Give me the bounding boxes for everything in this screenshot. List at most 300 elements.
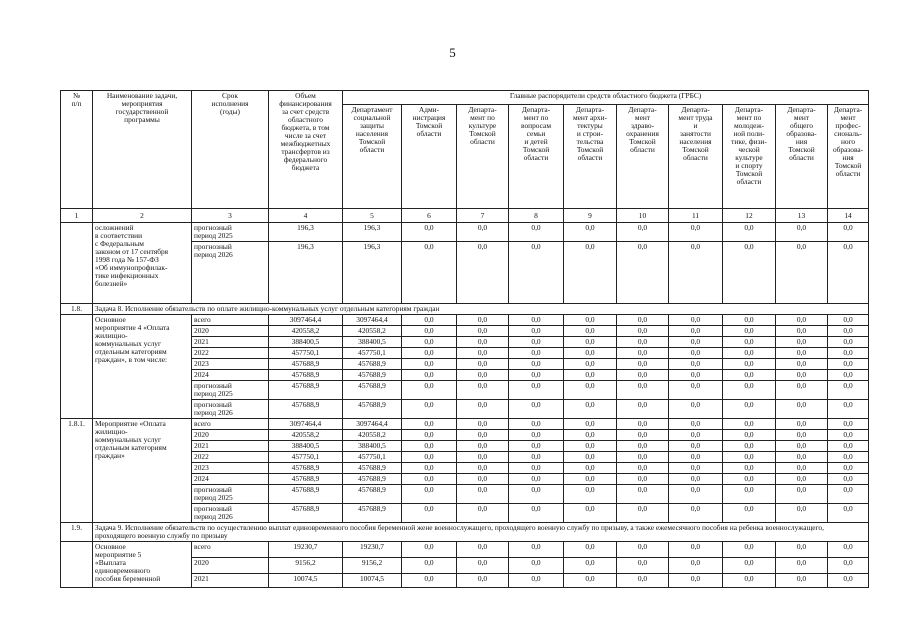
value-cell: 0,0 [402,574,457,588]
value-cell: 0,0 [509,474,564,485]
column-number: 6 [402,209,457,223]
value-cell: 457688,9 [343,485,402,504]
value-cell: 0,0 [509,430,564,441]
total-cell: 457688,9 [269,504,343,523]
value-cell: 0,0 [564,463,617,474]
value-cell: 0,0 [669,348,723,359]
item-name: Мероприятие «Оплата жилищно- коммунальных услуг отдельным категориям граждан» [93,419,192,523]
value-cell: 0,0 [669,223,723,242]
value-cell: 0,0 [564,348,617,359]
value-cell: 3097464,4 [343,315,402,326]
value-cell: 0,0 [776,348,828,359]
value-cell: 0,0 [776,542,828,558]
value-cell: 0,0 [402,452,457,463]
value-cell: 388400,5 [343,441,402,452]
value-cell: 0,0 [723,337,776,348]
value-cell: 0,0 [776,474,828,485]
value-cell: 0,0 [617,326,669,337]
total-cell: 457688,9 [269,463,343,474]
value-cell: 0,0 [617,400,669,419]
total-cell: 388400,5 [269,441,343,452]
item-name: Основное мероприятие 4 «Оплата жилищно- коммунальных услуг отдельным категориям граждан», в том числе: [93,315,192,419]
value-cell: 0,0 [564,242,617,304]
value-cell: 0,0 [723,430,776,441]
value-cell: 0,0 [509,359,564,370]
header-department: Адми- нистрация Томской области [402,105,457,209]
period-cell: 2021 [192,441,269,452]
value-cell: 0,0 [723,381,776,400]
value-cell: 0,0 [669,337,723,348]
value-cell: 0,0 [776,381,828,400]
value-cell: 0,0 [828,370,869,381]
period-cell: 2024 [192,474,269,485]
header-no: № п/п [61,91,93,209]
value-cell: 0,0 [669,558,723,574]
value-cell: 0,0 [669,504,723,523]
value-cell: 0,0 [457,430,509,441]
value-cell: 0,0 [617,370,669,381]
value-cell: 0,0 [776,223,828,242]
total-cell: 388400,5 [269,337,343,348]
value-cell: 0,0 [457,463,509,474]
value-cell: 0,0 [457,337,509,348]
value-cell: 0,0 [509,463,564,474]
value-cell: 0,0 [402,326,457,337]
value-cell: 0,0 [828,326,869,337]
column-number: 7 [457,209,509,223]
value-cell: 0,0 [776,430,828,441]
value-cell: 0,0 [402,370,457,381]
value-cell: 0,0 [457,504,509,523]
value-cell: 0,0 [828,381,869,400]
period-cell: 2020 [192,326,269,337]
value-cell: 0,0 [723,504,776,523]
value-cell: 457688,9 [343,463,402,474]
column-number: 8 [509,209,564,223]
header-grbs: Главные распорядители средств областного бюджета (ГРБС) [343,91,869,105]
value-cell: 0,0 [457,348,509,359]
value-cell: 196,3 [343,242,402,304]
value-cell: 457688,9 [343,474,402,485]
value-cell: 0,0 [828,359,869,370]
period-cell: прогнозный период 2026 [192,504,269,523]
period-cell: 2022 [192,452,269,463]
value-cell: 0,0 [723,315,776,326]
value-cell: 0,0 [776,400,828,419]
value-cell: 0,0 [402,430,457,441]
value-cell: 0,0 [776,337,828,348]
value-cell: 0,0 [457,441,509,452]
value-cell: 0,0 [669,474,723,485]
column-number: 14 [828,209,869,223]
column-number: 12 [723,209,776,223]
period-cell: 2024 [192,370,269,381]
value-cell: 0,0 [457,400,509,419]
column-number: 2 [93,209,192,223]
value-cell: 9156,2 [343,558,402,574]
value-cell: 0,0 [564,337,617,348]
total-cell: 457688,9 [269,474,343,485]
value-cell: 0,0 [509,441,564,452]
value-cell: 0,0 [509,574,564,588]
task-row [61,304,869,315]
value-cell: 0,0 [457,326,509,337]
value-cell: 0,0 [457,542,509,558]
value-cell: 0,0 [723,463,776,474]
item-number: 1.8.1. [61,419,93,523]
value-cell: 0,0 [509,419,564,430]
value-cell: 0,0 [617,315,669,326]
table-row [61,419,869,430]
period-cell: всего [192,542,269,558]
value-cell: 0,0 [509,315,564,326]
value-cell: 0,0 [402,381,457,400]
budget-table [60,90,869,588]
value-cell: 0,0 [828,315,869,326]
value-cell: 0,0 [776,574,828,588]
task-number: 1.9. [61,523,93,542]
value-cell: 0,0 [617,558,669,574]
column-number: 9 [564,209,617,223]
value-cell: 457750,1 [343,348,402,359]
value-cell: 0,0 [509,337,564,348]
header-department: Департа- мент по молодеж- ной поли- тике, физи- ческой культуре и спорту Томской области [723,105,776,209]
value-cell: 0,0 [564,574,617,588]
value-cell: 0,0 [402,348,457,359]
value-cell: 0,0 [669,452,723,463]
value-cell: 0,0 [776,452,828,463]
period-cell: 2023 [192,463,269,474]
value-cell: 0,0 [509,452,564,463]
value-cell: 0,0 [564,452,617,463]
value-cell: 0,0 [509,504,564,523]
period-cell: 2020 [192,558,269,574]
value-cell: 0,0 [564,315,617,326]
value-cell: 0,0 [617,419,669,430]
value-cell: 0,0 [723,326,776,337]
table-row [61,315,869,326]
column-number: 11 [669,209,723,223]
value-cell: 457750,1 [343,452,402,463]
header-department: Департа- мент по вопросам семьи и детей Томской области [509,105,564,209]
value-cell: 0,0 [457,558,509,574]
value-cell: 0,0 [617,359,669,370]
value-cell: 0,0 [723,400,776,419]
value-cell: 0,0 [617,574,669,588]
value-cell: 0,0 [828,452,869,463]
value-cell: 0,0 [564,223,617,242]
value-cell: 0,0 [617,430,669,441]
value-cell: 457688,9 [343,400,402,419]
value-cell: 0,0 [509,400,564,419]
total-cell: 457688,9 [269,381,343,400]
value-cell: 0,0 [564,504,617,523]
period-cell: всего [192,419,269,430]
value-cell: 388400,5 [343,337,402,348]
value-cell: 0,0 [402,359,457,370]
value-cell: 0,0 [723,441,776,452]
header-name: Наименование задачи, мероприятия государственной программы [93,91,192,209]
value-cell: 0,0 [457,452,509,463]
value-cell: 420558,2 [343,430,402,441]
value-cell: 0,0 [457,485,509,504]
value-cell: 0,0 [776,441,828,452]
total-cell: 457688,9 [269,485,343,504]
value-cell: 457688,9 [343,370,402,381]
header-department: Департа- мент общего образова- ния Томской области [776,105,828,209]
column-number: 1 [61,209,93,223]
value-cell: 0,0 [669,441,723,452]
value-cell: 0,0 [509,326,564,337]
value-cell: 0,0 [828,419,869,430]
item-number [61,542,93,588]
column-number: 4 [269,209,343,223]
value-cell: 0,0 [509,370,564,381]
value-cell: 0,0 [457,359,509,370]
table-row [61,223,869,242]
value-cell: 0,0 [669,574,723,588]
value-cell: 0,0 [509,223,564,242]
value-cell: 0,0 [509,485,564,504]
value-cell: 0,0 [828,223,869,242]
total-cell: 420558,2 [269,430,343,441]
value-cell: 0,0 [617,485,669,504]
value-cell: 0,0 [402,504,457,523]
value-cell: 0,0 [776,359,828,370]
value-cell: 0,0 [457,474,509,485]
value-cell: 0,0 [564,381,617,400]
column-number: 5 [343,209,402,223]
total-cell: 196,3 [269,242,343,304]
header-department: Департа- мент труда и занятости населения Томской области [669,105,723,209]
value-cell: 0,0 [564,474,617,485]
period-cell: 2022 [192,348,269,359]
value-cell: 0,0 [617,452,669,463]
value-cell: 0,0 [564,400,617,419]
total-cell: 420558,2 [269,326,343,337]
page-number: 5 [449,45,456,60]
value-cell: 0,0 [617,463,669,474]
value-cell: 0,0 [509,381,564,400]
item-name: Основное мероприятие 5 «Выплата единовременного пособия беременной [93,542,192,588]
value-cell: 0,0 [723,574,776,588]
value-cell: 0,0 [776,419,828,430]
total-cell: 457688,9 [269,359,343,370]
value-cell: 0,0 [828,504,869,523]
total-cell: 457688,9 [269,400,343,419]
value-cell: 0,0 [564,370,617,381]
period-cell: прогнозный период 2025 [192,381,269,400]
value-cell: 0,0 [828,485,869,504]
item-number [61,223,93,304]
value-cell: 0,0 [617,337,669,348]
value-cell: 0,0 [828,441,869,452]
value-cell: 0,0 [402,441,457,452]
value-cell: 0,0 [828,574,869,588]
value-cell: 0,0 [669,326,723,337]
value-cell: 0,0 [669,485,723,504]
value-cell: 0,0 [776,504,828,523]
value-cell: 0,0 [402,485,457,504]
task-number: 1.8. [61,304,93,315]
header-department: Департамент социальной защиты населения Томской области [343,105,402,209]
value-cell: 0,0 [564,359,617,370]
value-cell: 0,0 [669,381,723,400]
value-cell: 0,0 [564,441,617,452]
value-cell: 0,0 [828,400,869,419]
value-cell: 0,0 [402,315,457,326]
value-cell: 0,0 [723,348,776,359]
table-row [61,542,869,558]
total-cell: 19230,7 [269,542,343,558]
value-cell: 0,0 [723,542,776,558]
value-cell: 0,0 [564,485,617,504]
total-cell: 3097464,4 [269,419,343,430]
header-department: Департа- мент архи- тектуры и строи- тельства Томской области [564,105,617,209]
value-cell: 0,0 [723,485,776,504]
value-cell: 0,0 [723,558,776,574]
value-cell: 0,0 [509,558,564,574]
value-cell: 0,0 [402,400,457,419]
value-cell: 0,0 [669,315,723,326]
value-cell: 0,0 [617,474,669,485]
item-name: осложнений в соответствии с Федеральным законом от 17 сентября 1998 года № 157-ФЗ «Об иммунопрофилак- тике инфекционных болезней» [93,223,192,304]
value-cell: 0,0 [564,430,617,441]
value-cell: 0,0 [669,359,723,370]
header-department: Департа- мент здраво- охранения Томской области [617,105,669,209]
value-cell: 0,0 [776,315,828,326]
value-cell: 0,0 [723,452,776,463]
value-cell: 0,0 [828,242,869,304]
column-number: 10 [617,209,669,223]
value-cell: 0,0 [617,542,669,558]
value-cell: 10074,5 [343,574,402,588]
value-cell: 0,0 [402,419,457,430]
period-cell: 2023 [192,359,269,370]
value-cell: 0,0 [564,558,617,574]
period-cell: прогнозный период 2026 [192,242,269,304]
header-volume: Объем финансирования за счет средств областного бюджета, в том числе за счет межбюджетных трансфертов из федерального бюджета [269,91,343,209]
value-cell: 0,0 [828,348,869,359]
value-cell: 0,0 [669,430,723,441]
value-cell: 0,0 [457,242,509,304]
header-term: Срок исполнения (годы) [192,91,269,209]
value-cell: 0,0 [669,242,723,304]
value-cell: 0,0 [509,348,564,359]
value-cell: 0,0 [669,400,723,419]
value-cell: 0,0 [457,370,509,381]
value-cell: 0,0 [617,441,669,452]
value-cell: 0,0 [828,430,869,441]
value-cell: 0,0 [617,348,669,359]
task-row [61,523,869,542]
value-cell: 457688,9 [343,381,402,400]
value-cell: 0,0 [828,542,869,558]
value-cell: 0,0 [402,558,457,574]
value-cell: 0,0 [617,381,669,400]
value-cell: 0,0 [457,223,509,242]
value-cell: 0,0 [617,223,669,242]
value-cell: 0,0 [457,381,509,400]
value-cell: 0,0 [402,337,457,348]
column-number: 13 [776,209,828,223]
value-cell: 0,0 [457,574,509,588]
value-cell: 0,0 [402,474,457,485]
task-title: Задача 8. Исполнение обязательств по оплате жилищно-коммунальных услуг отдельным категориям граждан [93,304,869,315]
period-cell: прогнозный период 2025 [192,223,269,242]
total-cell: 3097464,4 [269,315,343,326]
value-cell: 0,0 [617,242,669,304]
value-cell: 0,0 [669,370,723,381]
value-cell: 196,3 [343,223,402,242]
value-cell: 0,0 [776,558,828,574]
value-cell: 0,0 [776,463,828,474]
period-cell: 2021 [192,337,269,348]
value-cell: 0,0 [617,504,669,523]
value-cell: 0,0 [402,463,457,474]
value-cell: 0,0 [509,542,564,558]
period-cell: 2020 [192,430,269,441]
task-title: Задача 9. Исполнение обязательств по осуществлению выплат единовременного пособия беременной жене военнослужащего, проходящего военную службу по призыву, а также ежемесячного пособия на ребенка военнослужащего, проходящего военную службу по призыву [93,523,869,542]
total-cell: 10074,5 [269,574,343,588]
value-cell: 0,0 [457,315,509,326]
total-cell: 196,3 [269,223,343,242]
value-cell: 0,0 [723,474,776,485]
value-cell: 0,0 [828,463,869,474]
value-cell: 0,0 [723,359,776,370]
value-cell: 0,0 [457,419,509,430]
value-cell: 0,0 [669,419,723,430]
value-cell: 0,0 [828,337,869,348]
period-cell: всего [192,315,269,326]
header-department: Департа- мент профес- сиональ- ного образова- ния Томской области [828,105,869,209]
value-cell: 0,0 [828,558,869,574]
header-department: Департа- мент по культуре Томской области [457,105,509,209]
period-cell: 2021 [192,574,269,588]
value-cell: 0,0 [564,419,617,430]
value-cell: 0,0 [776,485,828,504]
value-cell: 0,0 [564,326,617,337]
value-cell: 0,0 [402,542,457,558]
value-cell: 0,0 [723,419,776,430]
value-cell: 420558,2 [343,326,402,337]
value-cell: 457688,9 [343,359,402,370]
value-cell: 3097464,4 [343,419,402,430]
period-cell: прогнозный период 2026 [192,400,269,419]
value-cell: 0,0 [776,326,828,337]
value-cell: 0,0 [564,542,617,558]
value-cell: 0,0 [669,542,723,558]
value-cell: 457688,9 [343,504,402,523]
value-cell: 0,0 [776,370,828,381]
value-cell: 0,0 [828,474,869,485]
item-number [61,315,93,419]
value-cell: 0,0 [669,463,723,474]
value-cell: 0,0 [776,242,828,304]
column-number: 3 [192,209,269,223]
value-cell: 0,0 [723,223,776,242]
value-cell: 0,0 [723,242,776,304]
total-cell: 457750,1 [269,452,343,463]
value-cell: 0,0 [402,242,457,304]
total-cell: 9156,2 [269,558,343,574]
value-cell: 19230,7 [343,542,402,558]
period-cell: прогнозный период 2025 [192,485,269,504]
value-cell: 0,0 [723,370,776,381]
total-cell: 457688,9 [269,370,343,381]
total-cell: 457750,1 [269,348,343,359]
value-cell: 0,0 [509,242,564,304]
